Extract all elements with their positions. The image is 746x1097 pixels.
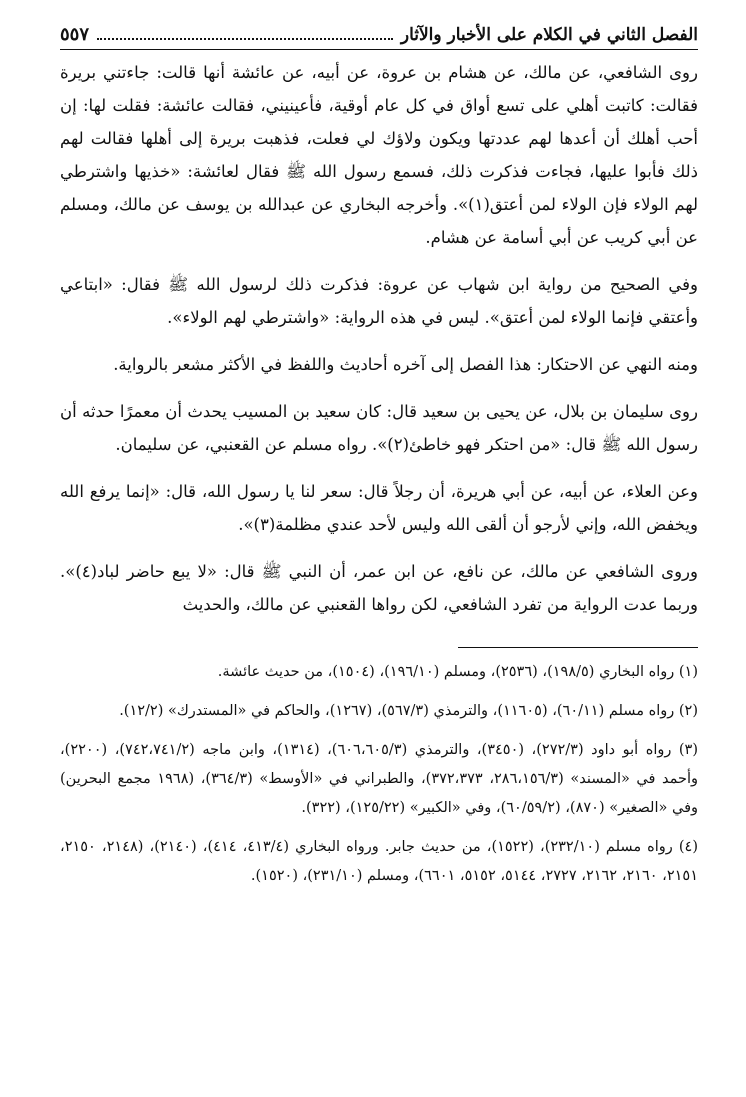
header-title: الفصل الثاني في الكلام على الأخبار والآثار bbox=[400, 25, 698, 45]
running-header bbox=[60, 24, 698, 50]
footnote-divider bbox=[458, 647, 698, 648]
body-text bbox=[60, 56, 698, 621]
paragraph: روى سليمان بن بلال، عن يحيى بن سعيد قال: كان سعيد بن المسيب يحدث أن معمرًا حدثه أن رسول الله ﷺ قال: «من احتكر فهو خاطئ(٢)». رواه مسلم عن القعنبي، عن سليمان. bbox=[60, 402, 698, 454]
footnotes bbox=[60, 658, 698, 891]
paragraph: وروى الشافعي عن مالك، عن نافع، عن ابن عمر، أن النبي ﷺ قال: «لا يبع حاضر لباد(٤)». وربما عدت الرواية من تفرد الشافعي، لكن رواها القعنبي عن مالك، والحديث bbox=[60, 562, 698, 614]
footnote: (٤) رواه مسلم (٢٣٢/١٠)، (١٥٢٢)، من حديث جابر. ورواه البخاري (٤١٣/٤، ٤١٤)، (٢١٤٠)، (٢١٤٨، ٢١٥٠، ٢١٥١، ٢١٦٠، ٢١٦٢، ٢٧٢٧، ٥١٤٤، ٥١٥٢، ٦٦٠١)، ومسلم (٢٣١/١٠)، (١٥٢٠). bbox=[60, 839, 699, 884]
footnote: (٢) رواه مسلم (٦٠/١١)، (١١٦٠٥)، والترمذي (٥٦٧/٣)، (١٢٦٧)، والحاكم في «المستدرك» (١٢/٢). bbox=[119, 703, 698, 719]
paragraph: وعن العلاء، عن أبيه، عن أبي هريرة، أن رجلاً قال: سعر لنا يا رسول الله، قال: «إنما يرفع الله ويخفض الله، وإني لأرجو أن ألقى الله وليس لأحد عندي مظلمة(٣)». bbox=[60, 482, 698, 534]
paragraph: روى الشافعي، عن مالك، عن هشام بن عروة، عن أبيه، عن عائشة أنها قالت: جاءتني بريرة فقالت: كاتبت أهلي على تسع أواق في كل عام أوقية، فأعينيني، فقالت عائشة: فقلت لها: إن أحب أهلك أن أعدها لهم عددتها ويكون ولاؤك لي فعلت، فذهبت بريرة إلى أهلها فقالت لهم ذلك فأبوا عليها، فجاءت فذكرت ذلك، فسمع رسول الله ﷺ فقال لعائشة: «خذيها واشترطي لهم الولاء فإن الولاء لمن أعتق(١)». وأخرجه البخاري عن عبدالله بن يوسف عن مالك، ومسلم عن أبي كريب عن أبي أسامة عن هشام. bbox=[60, 63, 698, 247]
footnote: (١) رواه البخاري (١٩٨/٥)، (٢٥٣٦)، ومسلم (١٩٦/١٠)، (١٥٠٤)، من حديث عائشة. bbox=[217, 664, 698, 680]
paragraph: ومنه النهي عن الاحتكار: هذا الفصل إلى آخره أحاديث واللفظ في الأكثر مشعر بالرواية. bbox=[113, 355, 698, 374]
page-number: ٥٥٧ bbox=[60, 24, 90, 45]
document-page bbox=[60, 24, 698, 901]
paragraph: وفي الصحيح من رواية ابن شهاب عن عروة: فذكرت ذلك لرسول الله ﷺ فقال: «ابتاعي وأعتقي فإنما الولاء لمن أعتق». ليس في هذه الرواية: «واشترطي لهم الولاء». bbox=[60, 275, 698, 327]
footnote: (٣) رواه أبو داود (٢٧٢/٣)، (٣٤٥٠)، والترمذي (٦٠٦،٦٠٥/٣)، (١٣١٤)، وابن ماجه (٧٤٢،٧٤١/٢)، (٢٢٠٠)، وأحمد في «المسند» (٢٨٦،١٥٦/٣، ٣٧٢،٣٧٣)، والطبراني في «الأوسط» (٣٦٤/٣)، (١٩٦٨ مجمع البحرين) وفي «الصغير» (٨٧٠)، (٦٠/٥٩/٢)، وفي «الكبير» (١٢٥/٢٢)، (٣٢٢). bbox=[60, 742, 699, 816]
header-dot-leader bbox=[97, 38, 393, 40]
